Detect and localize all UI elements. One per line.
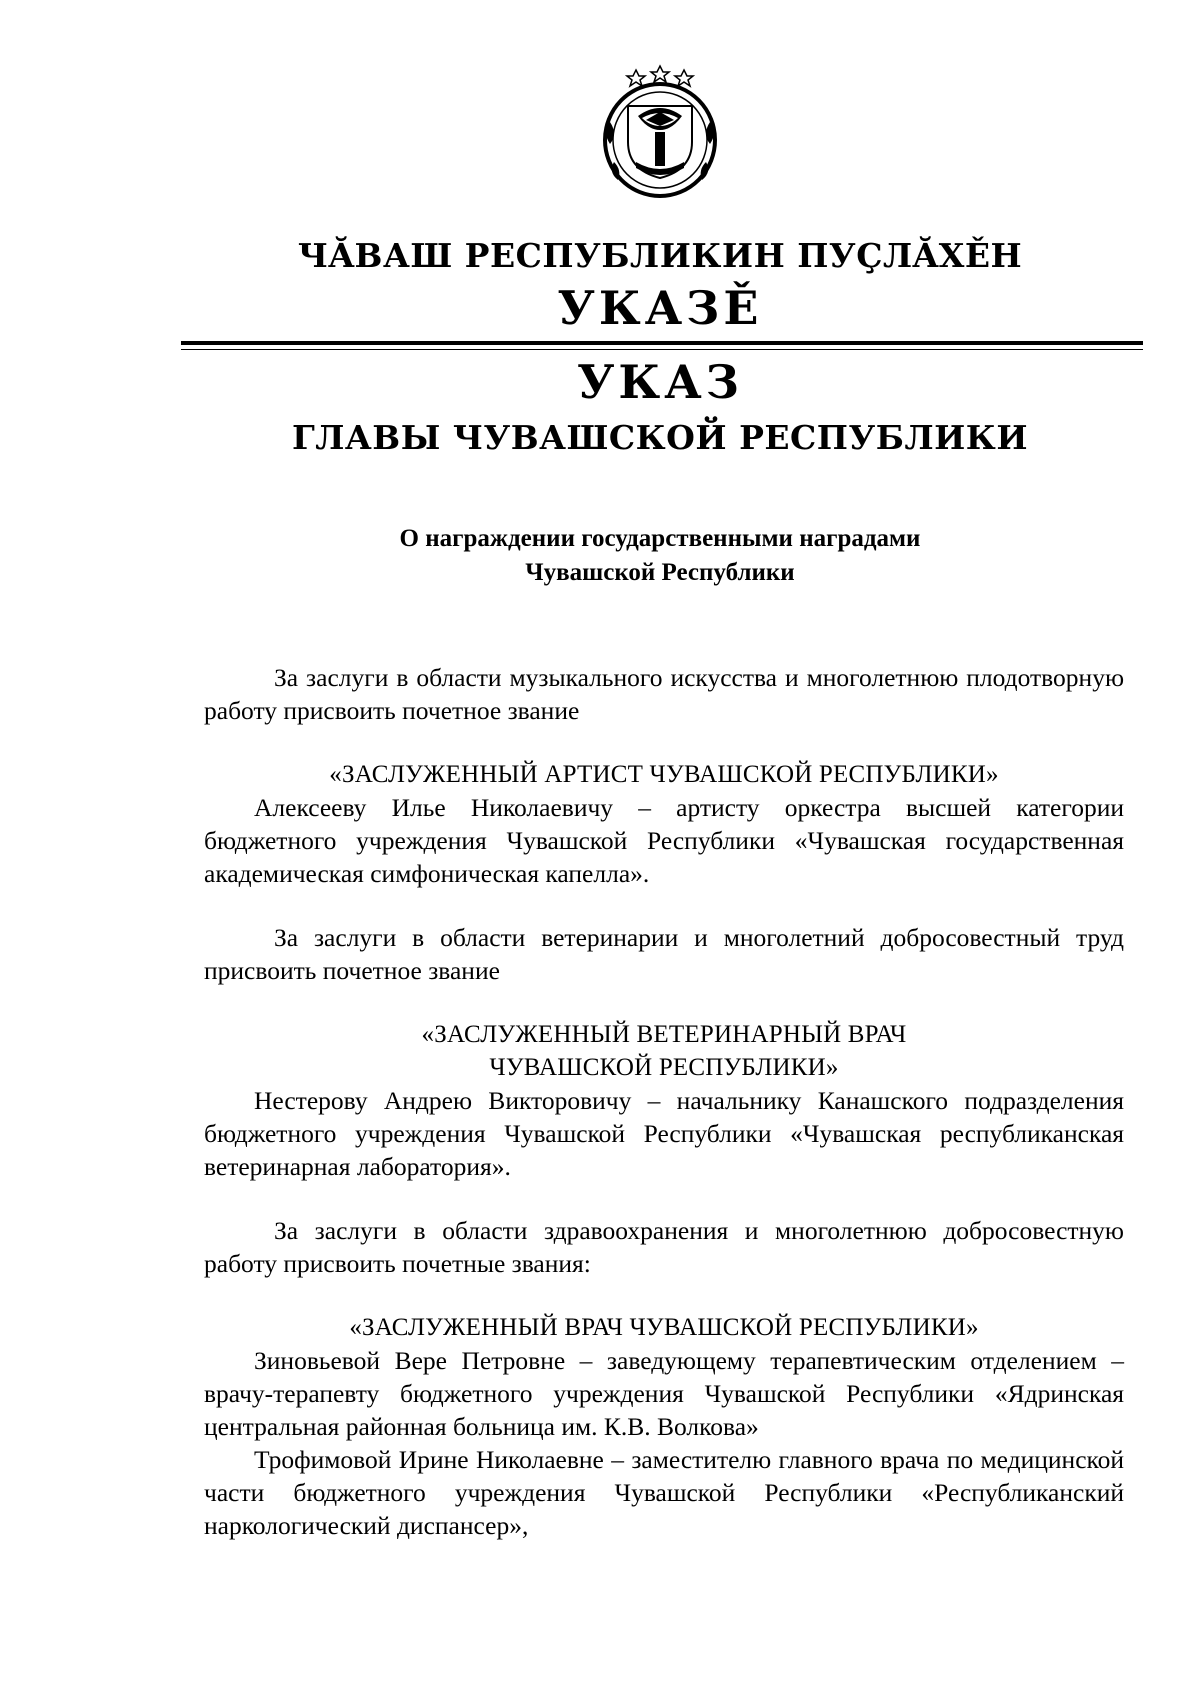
chuvash-header-line1: ЧĂВАШ РЕСПУБЛИКИН ПУÇЛĂХĚН [297, 236, 1023, 275]
chuvash-emblem-icon [598, 62, 722, 202]
subject-line1: О награждении государственными наградами [399, 525, 921, 552]
awardee-paragraph: Алексееву Илье Николаевичу – артисту оркестра высшей категории бюджетного учреждения Чувашской Республики «Чувашская государственная академическая симфоническая капелла». [204, 793, 1124, 888]
section-intro: За заслуги в области здравоохранения и многолетнюю добросовестную работу присвоить почетные звания: [204, 1216, 1124, 1278]
subject-line2: Чувашской Республики [525, 559, 795, 586]
section-intro: За заслуги в области ветеринарии и многолетний добросовестный труд присвоить почетное звание [204, 923, 1124, 985]
awardee-paragraph: Трофимовой Ирине Николаевне – заместителю главного врача по медицинской части бюджетного учреждения Чувашской Республики «Республиканский наркологический диспансер», [204, 1445, 1124, 1540]
honorary-title-line2: ЧУВАШСКОЙ РЕСПУБЛИКИ» [489, 1054, 839, 1081]
honorary-title-line1: «ЗАСЛУЖЕННЫЙ ВЕТЕРИНАРНЫЙ ВРАЧ [421, 1021, 907, 1048]
awardee-paragraph: Зиновьевой Вере Петровне – заведующему терапевтическим отделением – врачу-терапевту бюджетного учреждения Чувашской Республики «Ядринская центральная районная больница им. К.В. Волкова» [204, 1346, 1124, 1441]
header-divider-thick [181, 341, 1143, 345]
honorary-title: «ЗАСЛУЖЕННЫЙ ВРАЧ ЧУВАШСКОЙ РЕСПУБЛИКИ» [349, 1314, 979, 1341]
header-divider-thin [181, 349, 1143, 350]
decree-body [204, 661, 1124, 1542]
section-intro: За заслуги в области музыкального искусства и многолетнюю плодотворную работу присвоить почетное звание [204, 663, 1124, 725]
honorary-title: «ЗАСЛУЖЕННЫЙ АРТИСТ ЧУВАШСКОЙ РЕСПУБЛИКИ» [329, 761, 999, 788]
chuvash-header-line2: УКАЗĚ [557, 281, 763, 335]
russian-header-line1: УКАЗ [577, 355, 743, 409]
decree-subject [180, 522, 1140, 590]
awardee-paragraph: Нестерову Андрею Викторовичу – начальнику Канашского подразделения бюджетного учреждения Чувашской Республики «Чувашская республиканская ветеринарная лаборатория». [204, 1086, 1124, 1181]
russian-header-line2: ГЛАВЫ ЧУВАШСКОЙ РЕСПУБЛИКИ [291, 418, 1029, 457]
